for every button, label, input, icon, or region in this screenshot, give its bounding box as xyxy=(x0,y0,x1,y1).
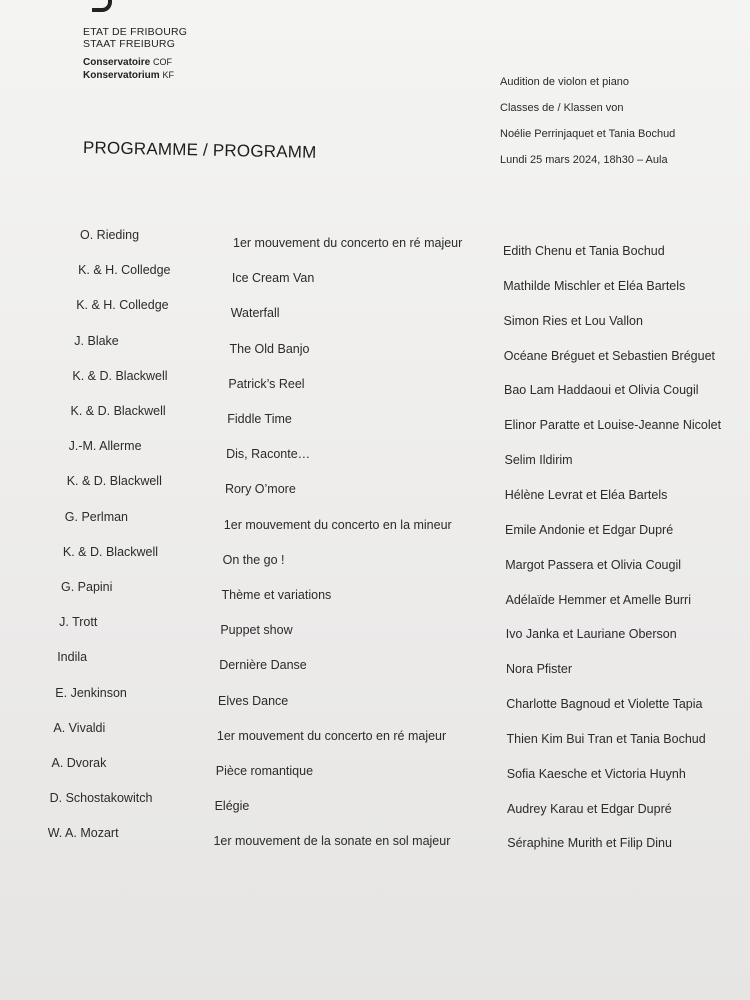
performers-names: Séraphine Murith et Filip Dinu xyxy=(507,836,672,851)
performers-names: Charlotte Bagnoud et Violette Tapia xyxy=(506,697,703,712)
performers-names: Simon Ries et Lou Vallon xyxy=(503,313,643,328)
state-line-fr: ETAT DE FRIBOURG xyxy=(83,26,188,38)
performers-names: Ivo Janka et Lauriane Oberson xyxy=(505,627,677,642)
performers-names: Edith Chenu et Tania Bochud xyxy=(503,244,665,258)
performers-names: Margot Passera et Olivia Cougil xyxy=(505,557,682,572)
work-title: Fiddle Time xyxy=(227,412,292,426)
composer-name: W. A. Mozart xyxy=(47,826,119,841)
event-date: Lundi 25 mars 2024, 18h30 – Aula xyxy=(500,154,668,166)
work-title: Pièce romantique xyxy=(215,764,314,778)
composer-name: K. & D. Blackwell xyxy=(66,474,162,489)
work-title: Elves Dance xyxy=(218,693,289,708)
composer-name: G. Papini xyxy=(61,580,113,594)
work-title: Puppet show xyxy=(220,623,293,638)
work-title: Waterfall xyxy=(230,306,280,321)
composer-name: O. Rieding xyxy=(80,228,140,242)
composer-name: K. & D. Blackwell xyxy=(62,544,159,559)
performers-names: Adélaïde Hemmer et Amelle Burri xyxy=(505,592,691,607)
conservatoire-name-de: Konservatorium xyxy=(83,70,160,81)
event-title: Audition de violon et piano xyxy=(500,76,630,88)
composer-name: K. & H. Colledge xyxy=(78,263,171,278)
work-title: Dernière Danse xyxy=(219,658,307,673)
work-title: On the go ! xyxy=(222,552,285,567)
composer-name: K. & D. Blackwell xyxy=(70,404,166,418)
performers-names: Thien Kim Bui Tran et Tania Bochud xyxy=(506,731,706,746)
conservatoire-tag-de: KF xyxy=(162,70,174,80)
performers-names: Bao Lam Haddaoui et Olivia Cougil xyxy=(504,383,699,398)
performers-names: Emile Andonie et Edgar Dupré xyxy=(505,522,674,537)
work-title: Rory O’more xyxy=(224,482,296,497)
composer-name: D. Schostakowitch xyxy=(49,791,153,806)
event-classes-label: Classes de / Klassen von xyxy=(500,102,624,114)
conservatoire-name-fr: Conservatoire xyxy=(83,57,151,68)
performers-names: Selim Ildirim xyxy=(504,453,573,468)
composer-name: J. Trott xyxy=(59,615,98,630)
work-title: 1er mouvement de la sonate en sol majeur xyxy=(213,834,451,849)
composer-name: A. Dvorak xyxy=(51,756,107,770)
composer-name: K. & H. Colledge xyxy=(76,298,169,313)
performers-names: Elinor Paratte et Louise-Jeanne Nicolet xyxy=(504,418,722,433)
work-title: 1er mouvement du concerto en ré majeur xyxy=(233,236,463,250)
performers-names: Mathilde Mischler et Eléa Bartels xyxy=(503,278,686,293)
performers-names: Océane Bréguet et Sebastien Bréguet xyxy=(503,348,716,363)
work-title: The Old Banjo xyxy=(229,341,310,356)
work-title: Dis, Raconte… xyxy=(226,447,311,462)
work-title: Ice Cream Van xyxy=(231,271,315,286)
performers-names: Audrey Karau et Edgar Dupré xyxy=(507,801,672,816)
performers-names: Sofia Kaesche et Victoria Huynh xyxy=(506,766,686,781)
work-title: 1er mouvement du concerto en la mineur xyxy=(223,517,452,532)
composer-name: J.-M. Allerme xyxy=(68,439,142,454)
programme-title: PROGRAMME / PROGRAMM xyxy=(82,138,317,162)
work-title: Thème et variations xyxy=(221,588,332,602)
event-teachers: Noélie Perrinjaquet et Tania Bochud xyxy=(500,128,676,140)
composer-name: J. Blake xyxy=(74,333,119,348)
composer-name: Indila xyxy=(57,650,88,665)
composer-name: A. Vivaldi xyxy=(53,720,106,735)
composer-name: K. & D. Blackwell xyxy=(72,368,168,383)
composer-name: G. Perlman xyxy=(64,509,129,524)
performers-names: Nora Pfister xyxy=(506,662,572,677)
work-title: 1er mouvement du concerto en ré majeur xyxy=(216,728,447,743)
composer-name: E. Jenkinson xyxy=(55,685,127,700)
work-title: Patrick’s Reel xyxy=(228,376,305,391)
work-title: Elégie xyxy=(214,799,250,814)
state-line-de: STAAT FREIBURG xyxy=(83,38,176,50)
conservatoire-tag-fr: COF xyxy=(153,57,173,67)
performers-names: Hélène Levrat et Eléa Bartels xyxy=(504,487,668,502)
